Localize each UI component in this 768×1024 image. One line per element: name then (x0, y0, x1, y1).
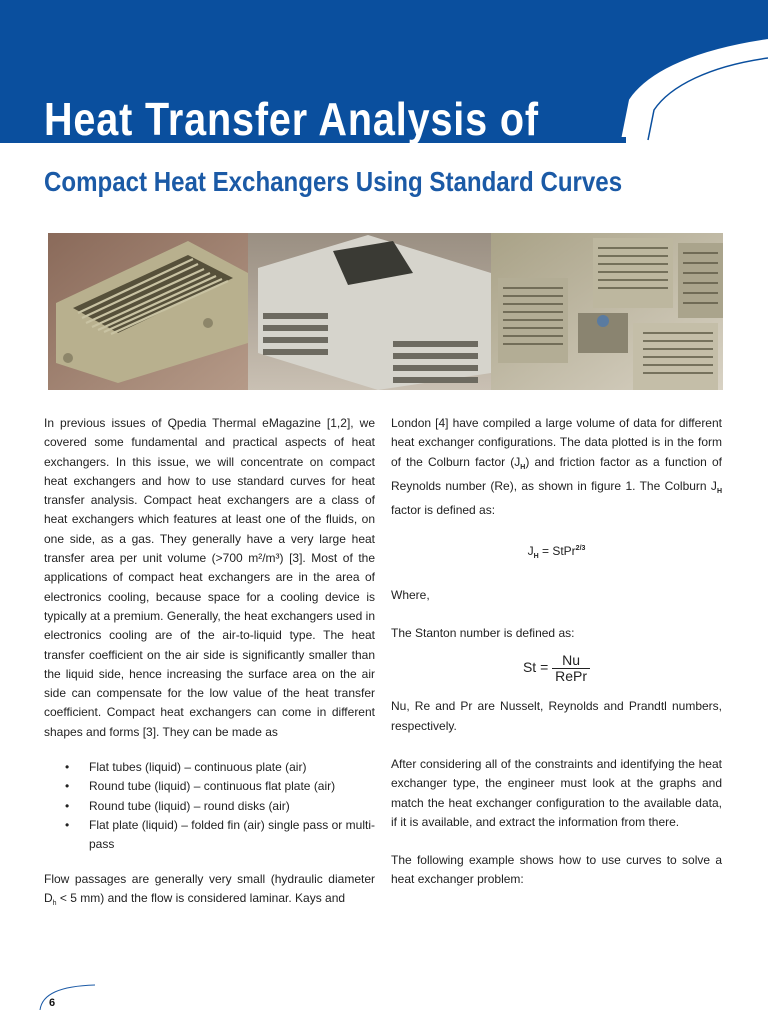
colburn-text-c: factor is defined as: (391, 503, 496, 518)
heat-exchanger-photos (48, 233, 723, 390)
exchanger-types-list (44, 758, 375, 854)
constraints-paragraph: After considering all of the constraints and identifying the heat exchanger type, the engineer must look at the graphs and match the heat exchanger configuration to the available data, if it is available, and extract the information from there. (391, 756, 722, 829)
flat-tube-exchanger-photo (48, 233, 248, 390)
colburn-subscript: H (716, 487, 722, 495)
eq-rhs: = StPr (538, 544, 576, 559)
where-label: Where, (391, 587, 430, 602)
finned-heat-exchangers-photo (491, 233, 723, 390)
footer-swoosh (0, 980, 140, 1010)
page-number: 6 (49, 997, 56, 1009)
list-item: • Round tube (liquid) – continuous flat plate (air) (44, 777, 375, 796)
page-title: Heat Transfer Analysis of (44, 93, 539, 145)
flow-subscript: h (52, 899, 57, 907)
list-item: • Flat tubes (liquid) – continuous plate (air) (44, 758, 375, 777)
colburn-equation (391, 539, 722, 566)
eq2-fraction (552, 653, 590, 684)
eq2-denominator: RePr (555, 668, 588, 685)
stanton-equation (391, 653, 722, 684)
example-paragraph: The following example shows how to use curves to solve a heat exchanger problem: (391, 853, 722, 887)
right-column (391, 414, 722, 890)
eq2-numerator: Nu (552, 653, 590, 669)
flow-text-b: < 5 mm) and the flow is considered laminar. Kays and (56, 890, 346, 905)
eq-j-subscript: H (533, 553, 539, 561)
stanton-label: The Stanton number is defined as: (391, 626, 575, 641)
list-item: • Round tube (liquid) – round disks (air) (44, 797, 375, 816)
list-item: • Flat plate (liquid) – folded fin (air) single pass or multi-pass (44, 816, 375, 855)
definitions-paragraph: Nu, Re and Pr are Nusselt, Reynolds and Prandtl numbers, respectively. (391, 699, 722, 733)
colburn-text-b: ) and friction factor as a function of Reynolds number (Re), as shown in figure 1. The Colburn J (391, 454, 722, 493)
colburn-subscript: H (520, 463, 526, 471)
eq-j: J (527, 544, 534, 559)
colburn-text-a: London [4] have compiled a large volume of data for different heat exchanger configurations. The data plotted is in the form of the Colburn factor (J (391, 416, 722, 469)
cold-plate-housing-photo (248, 233, 491, 390)
page-subtitle: Compact Heat Exchangers Using Standard Curves (44, 166, 623, 197)
left-column (44, 414, 375, 913)
flow-text-a: Flow passages are generally very small (hydraulic diameter D (44, 871, 375, 905)
intro-paragraph: In previous issues of Qpedia Thermal eMagazine [1,2], we covered some fundamental and practical aspects of heat exchangers. In this issue, we will concentrate on compact heat exchangers and how to use standard curves for heat transfer analysis. Compact heat exchangers are a class of heat exchangers which features at least one of the fluids, on one side, as a gas. They generally have a very large heat transfer area per unit volume (>700 m²/m³) [3]. Most of the applications of compact heat exchangers are in the area of electronics cooling, because space for a cooling device is typically at a premium. Generally, the heat exchangers used in electronics cooling are of the air-to-liquid type. The heat transfer coefficient on the air side is significantly smaller than the liquid side, hence increasing the surface area on the air side can compensate for the low value of the heat transfer coefficient. Compact heat exchangers can come in different shapes and forms [3]. They can be made as (44, 416, 375, 739)
flow-paragraph (44, 870, 375, 914)
eq-exponent: 2/3 (575, 545, 586, 553)
colburn-paragraph (391, 414, 722, 520)
eq2-lhs: St = (522, 659, 553, 676)
